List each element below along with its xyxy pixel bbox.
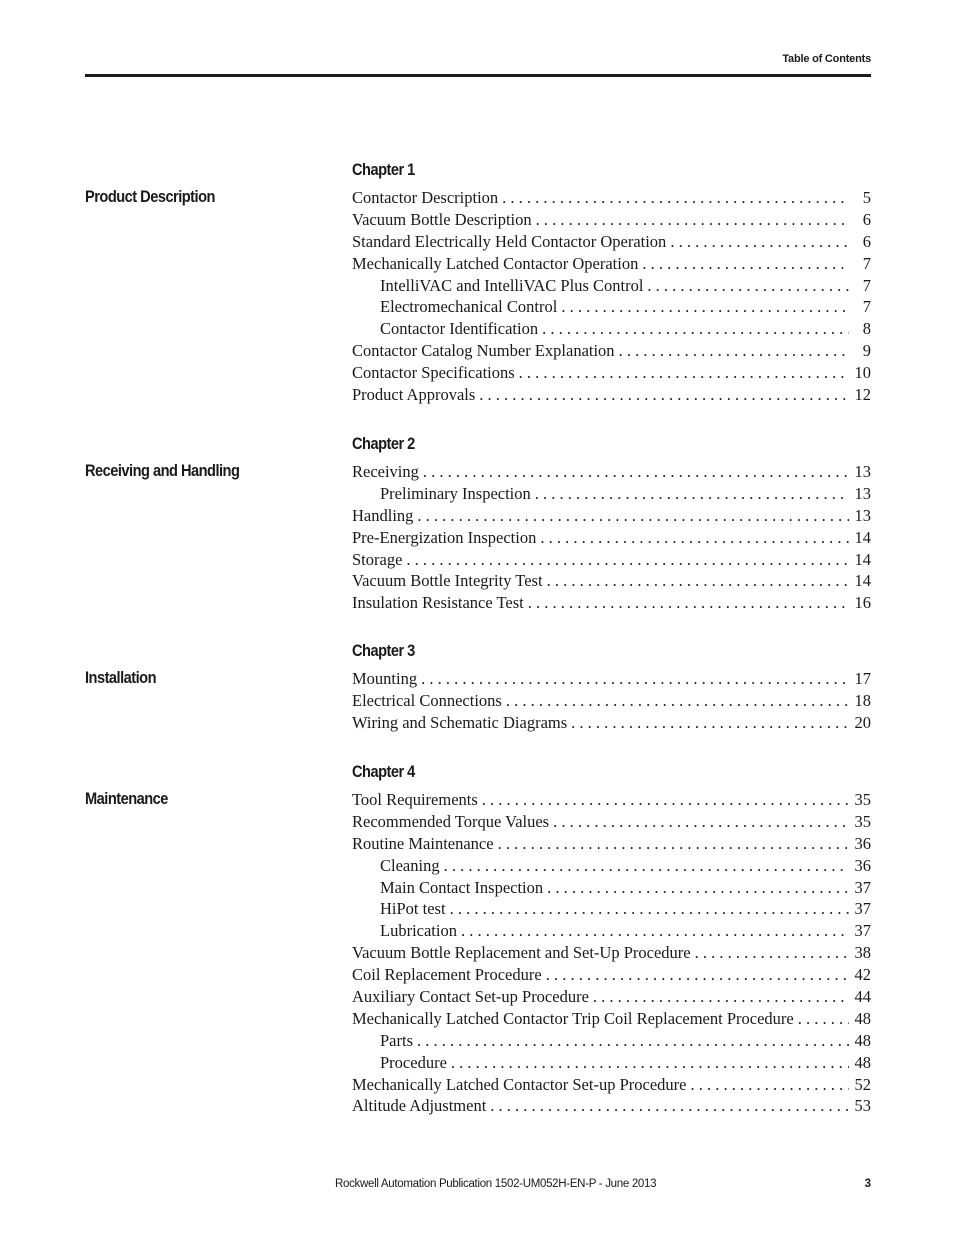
toc-entry-title: Mounting bbox=[352, 669, 418, 688]
dot-leader bbox=[642, 254, 849, 274]
dot-leader bbox=[542, 319, 849, 339]
dot-leader bbox=[406, 550, 849, 570]
dot-leader bbox=[540, 528, 849, 548]
dot-leader bbox=[690, 1075, 849, 1095]
toc-entry-title: Pre-Energization Inspection bbox=[352, 527, 537, 547]
toc-entry-page: 36 bbox=[854, 833, 871, 853]
dot-leader bbox=[535, 484, 849, 504]
toc-entry-page: 35 bbox=[854, 790, 871, 809]
toc-entry-page: 18 bbox=[854, 690, 871, 710]
dot-leader bbox=[695, 943, 849, 963]
dot-leader bbox=[444, 856, 849, 876]
chapter-title: Receiving and Handling bbox=[85, 461, 240, 480]
toc-entry[interactable] bbox=[352, 1096, 871, 1118]
dot-leader bbox=[502, 188, 849, 208]
dot-leader bbox=[417, 506, 849, 526]
toc-entry[interactable] bbox=[352, 550, 871, 572]
toc-entry-title: Parts bbox=[380, 1030, 413, 1050]
toc-entry[interactable] bbox=[352, 462, 871, 484]
toc-entry-title: Electromechanical Control bbox=[380, 297, 558, 317]
dot-leader bbox=[490, 1096, 849, 1116]
toc-entry-page: 13 bbox=[854, 483, 871, 503]
dot-leader bbox=[479, 385, 849, 405]
toc-entry[interactable] bbox=[352, 210, 871, 232]
toc-entry-title: Standard Electrically Held Contactor Operation bbox=[352, 231, 667, 251]
toc-entry-page: 6 bbox=[862, 209, 871, 229]
dot-leader bbox=[451, 1053, 849, 1073]
dot-leader bbox=[506, 691, 849, 711]
dot-leader bbox=[421, 669, 849, 689]
toc-entry-title: Vacuum Bottle Integrity Test bbox=[352, 571, 543, 591]
toc-entry-page: 20 bbox=[854, 712, 871, 732]
chapter-number: Chapter 2 bbox=[352, 434, 415, 453]
toc-entry-title: IntelliVAC and IntelliVAC Plus Control bbox=[380, 275, 644, 295]
dot-leader bbox=[553, 812, 849, 832]
toc-entry-page: 14 bbox=[854, 527, 871, 547]
toc-entry-page: 7 bbox=[862, 297, 871, 317]
toc-entry[interactable] bbox=[352, 1075, 871, 1097]
dot-leader bbox=[536, 210, 849, 230]
toc-entry[interactable] bbox=[352, 691, 871, 713]
toc-entry-page: 13 bbox=[854, 505, 871, 525]
toc-entry-title: Mechanically Latched Contactor Set-up Procedure bbox=[352, 1074, 687, 1094]
toc-entry-title: Product Approvals bbox=[352, 385, 476, 405]
toc-entry-title: Coil Replacement Procedure bbox=[352, 965, 542, 985]
publication-footer: Rockwell Automation Publication 1502-UM052H-EN-P - June 2013 bbox=[335, 1178, 657, 1190]
toc-entry-title: Preliminary Inspection bbox=[380, 483, 531, 503]
toc-entry-title: Contactor Catalog Number Explanation bbox=[352, 341, 615, 361]
toc-entry[interactable] bbox=[352, 834, 871, 856]
dot-leader bbox=[593, 987, 849, 1007]
toc-entry[interactable] bbox=[352, 319, 871, 341]
toc-entry-title: Procedure bbox=[380, 1052, 447, 1072]
toc-entry-title: Routine Maintenance bbox=[352, 833, 494, 853]
toc-entry-title: Handling bbox=[352, 505, 414, 525]
dot-leader bbox=[798, 1009, 849, 1029]
dot-leader bbox=[423, 462, 849, 482]
toc-entry-page: 35 bbox=[854, 811, 871, 831]
toc-entry-title: Mechanically Latched Contactor Operation bbox=[352, 253, 639, 273]
toc-entry-title: Lubrication bbox=[380, 921, 457, 941]
toc-entry[interactable] bbox=[352, 571, 871, 593]
header-rule bbox=[85, 74, 871, 77]
toc-entry-page: 37 bbox=[854, 921, 871, 941]
toc-entry-title: Auxiliary Contact Set-up Procedure bbox=[352, 987, 589, 1007]
toc-entry-title: Tool Requirements bbox=[352, 790, 478, 809]
toc-entry[interactable] bbox=[352, 1053, 871, 1075]
dot-leader bbox=[417, 1031, 849, 1051]
toc-entry-page: 53 bbox=[854, 1096, 871, 1116]
toc-entry-title: Cleaning bbox=[380, 855, 440, 875]
toc-entry-title: Storage bbox=[352, 549, 403, 569]
toc-entry[interactable] bbox=[352, 899, 871, 921]
toc-entry-page: 48 bbox=[854, 1008, 871, 1028]
toc-entry-title: HiPot test bbox=[380, 899, 446, 919]
chapter-title: Installation bbox=[85, 668, 156, 687]
toc-entry[interactable] bbox=[352, 341, 871, 363]
dot-leader bbox=[647, 276, 849, 296]
toc-entry-page: 48 bbox=[854, 1030, 871, 1050]
toc-entry[interactable] bbox=[352, 528, 871, 550]
dot-leader bbox=[498, 834, 849, 854]
toc-entry-page: 36 bbox=[854, 855, 871, 875]
toc-entry-title: Main Contact Inspection bbox=[380, 877, 544, 897]
dot-leader bbox=[561, 297, 849, 317]
toc-entry[interactable] bbox=[352, 254, 871, 276]
toc-entry[interactable] bbox=[352, 1031, 871, 1053]
dot-leader bbox=[571, 713, 849, 733]
toc-entry-page: 37 bbox=[854, 877, 871, 897]
toc-entry[interactable] bbox=[352, 506, 871, 528]
toc-entry-title: Insulation Resistance Test bbox=[352, 593, 524, 613]
toc-entry-page: 5 bbox=[862, 188, 871, 207]
toc-entry[interactable] bbox=[352, 188, 871, 210]
toc-entry[interactable] bbox=[352, 276, 871, 298]
toc-entry-list bbox=[352, 790, 871, 1118]
dot-leader bbox=[670, 232, 849, 252]
toc-entry-list bbox=[352, 462, 871, 615]
toc-entry[interactable] bbox=[352, 669, 871, 691]
dot-leader bbox=[461, 921, 849, 941]
toc-entry-page: 37 bbox=[854, 899, 871, 919]
toc-entry[interactable] bbox=[352, 593, 871, 615]
toc-entry-page: 13 bbox=[854, 462, 871, 481]
toc-entry-page: 38 bbox=[854, 943, 871, 963]
toc-entry-title: Contactor Specifications bbox=[352, 363, 515, 383]
toc-entry-title: Contactor Description bbox=[352, 188, 499, 207]
chapter-number: Chapter 4 bbox=[352, 762, 415, 781]
toc-entry[interactable] bbox=[352, 943, 871, 965]
toc-entry-title: Recommended Torque Values bbox=[352, 811, 550, 831]
page-number: 3 bbox=[864, 1178, 871, 1190]
chapter-number: Chapter 3 bbox=[352, 641, 415, 660]
toc-entry[interactable] bbox=[352, 965, 871, 987]
toc-entry-page: 8 bbox=[862, 319, 871, 339]
toc-entry-title: Receiving bbox=[352, 462, 419, 481]
toc-entry-title: Electrical Connections bbox=[352, 690, 502, 710]
toc-entry-page: 14 bbox=[854, 571, 871, 591]
toc-entry-page: 12 bbox=[854, 385, 871, 405]
toc-entry[interactable] bbox=[352, 856, 871, 878]
dot-leader bbox=[547, 571, 849, 591]
dot-leader bbox=[547, 878, 849, 898]
dot-leader bbox=[450, 899, 849, 919]
toc-entry[interactable] bbox=[352, 363, 871, 385]
toc-entry-list bbox=[352, 188, 871, 407]
toc-entry-page: 17 bbox=[854, 669, 871, 688]
toc-entry-page: 42 bbox=[854, 965, 871, 985]
toc-entry-page: 9 bbox=[862, 341, 871, 361]
toc-entry[interactable] bbox=[352, 484, 871, 506]
toc-entry[interactable] bbox=[352, 790, 871, 812]
chapter-title: Product Description bbox=[85, 187, 215, 206]
toc-entry[interactable] bbox=[352, 1009, 871, 1031]
dot-leader bbox=[528, 593, 849, 613]
toc-entry[interactable] bbox=[352, 297, 871, 319]
chapter-number: Chapter 1 bbox=[352, 160, 415, 179]
dot-leader bbox=[519, 363, 849, 383]
toc-entry-page: 16 bbox=[854, 593, 871, 613]
toc-entry-page: 52 bbox=[854, 1074, 871, 1094]
toc-entry-title: Contactor Identification bbox=[380, 319, 539, 339]
toc-entry[interactable] bbox=[352, 878, 871, 900]
chapter-title: Maintenance bbox=[85, 789, 168, 808]
dot-leader bbox=[546, 965, 849, 985]
toc-entry-title: Wiring and Schematic Diagrams bbox=[352, 712, 568, 732]
toc-entry[interactable] bbox=[352, 385, 871, 407]
toc-entry[interactable] bbox=[352, 987, 871, 1009]
toc-entry-page: 44 bbox=[854, 987, 871, 1007]
toc-entry-page: 7 bbox=[862, 275, 871, 295]
toc-entry-title: Altitude Adjustment bbox=[352, 1096, 487, 1116]
toc-entry-list bbox=[352, 669, 871, 735]
dot-leader bbox=[619, 341, 849, 361]
toc-entry-page: 48 bbox=[854, 1052, 871, 1072]
toc-entry[interactable] bbox=[352, 921, 871, 943]
dot-leader bbox=[482, 790, 849, 810]
toc-entry-page: 6 bbox=[862, 231, 871, 251]
toc-entry[interactable] bbox=[352, 812, 871, 834]
toc-entry-page: 10 bbox=[854, 363, 871, 383]
toc-entry-page: 14 bbox=[854, 549, 871, 569]
toc-entry-title: Vacuum Bottle Replacement and Set-Up Procedure bbox=[352, 943, 691, 963]
toc-entry-page: 7 bbox=[862, 253, 871, 273]
running-head: Table of Contents bbox=[782, 53, 871, 65]
toc-entry[interactable] bbox=[352, 713, 871, 735]
toc-entry-title: Mechanically Latched Contactor Trip Coil Replacement Procedure bbox=[352, 1008, 794, 1028]
toc-entry-title: Vacuum Bottle Description bbox=[352, 209, 532, 229]
toc-entry[interactable] bbox=[352, 232, 871, 254]
